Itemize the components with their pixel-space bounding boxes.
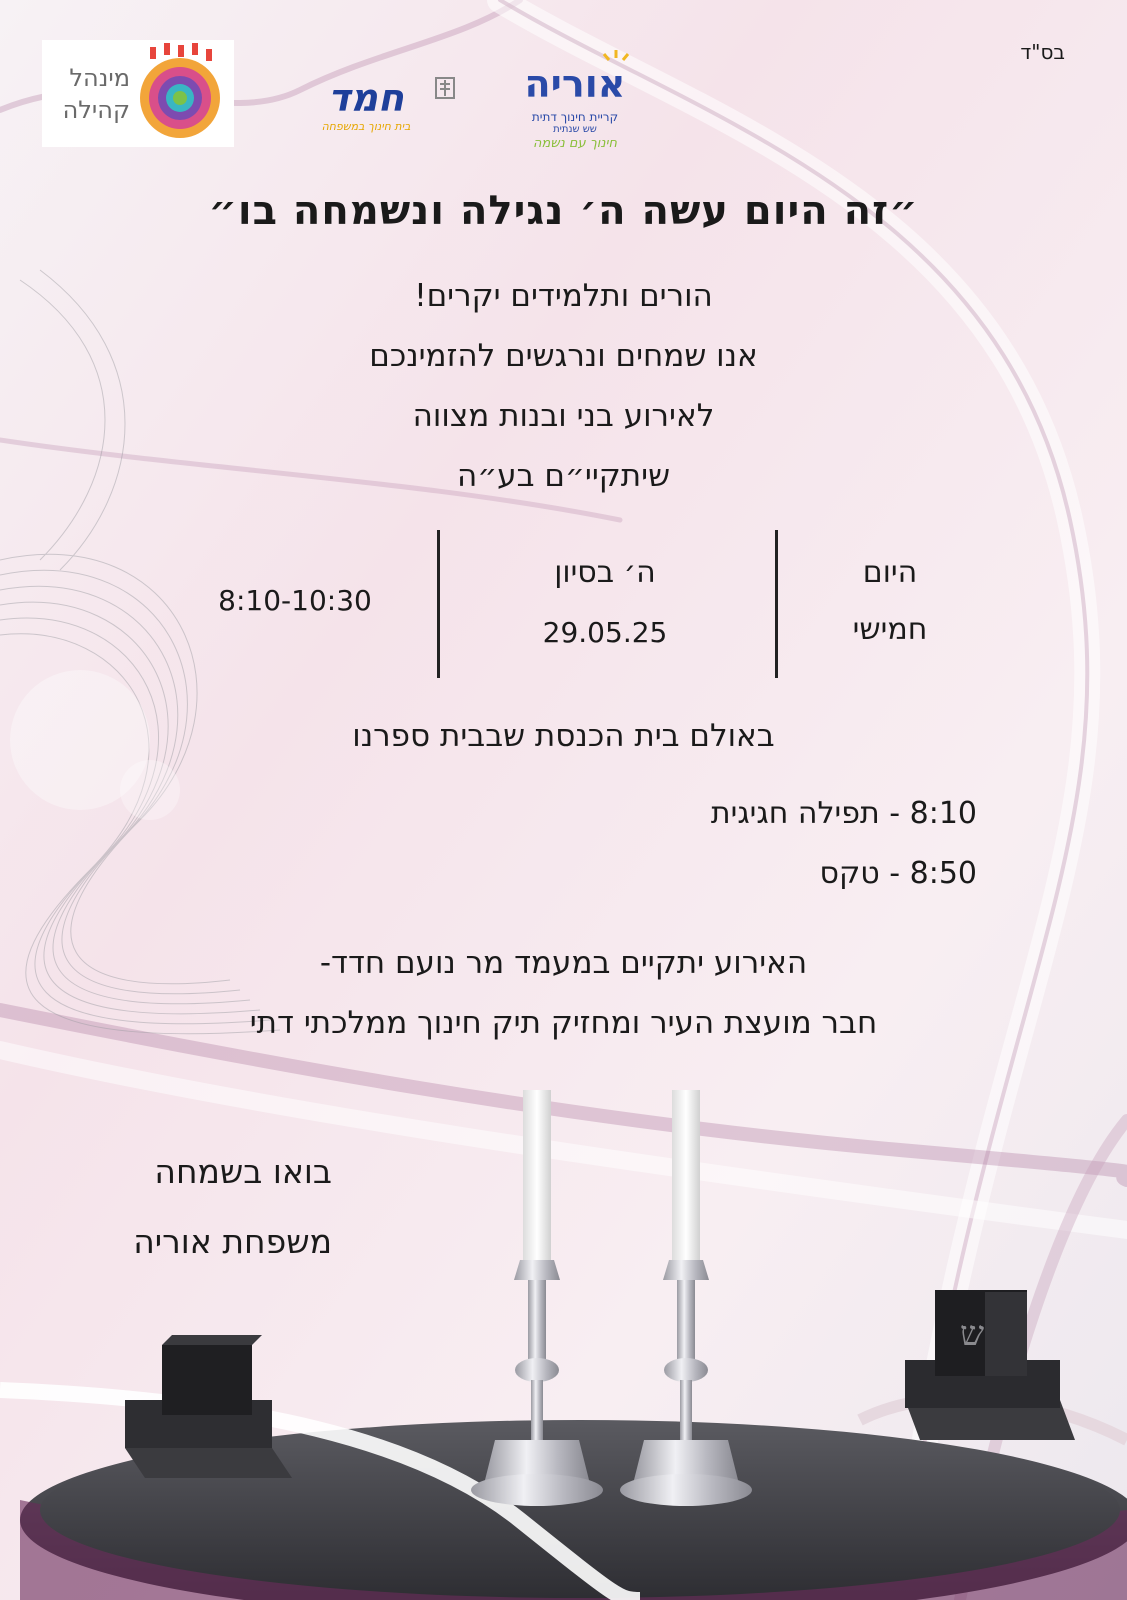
event-time-range: 8:10-10:30 xyxy=(218,584,372,617)
chemed-logo-tagline: בית חינוך במשפחה xyxy=(321,120,411,133)
schedule-separator: - xyxy=(889,856,901,891)
oriya-logo-sub1: קריית חינוך דתית xyxy=(531,110,619,124)
closing-greeting: בואו בשמחה xyxy=(154,1152,332,1191)
invitation-line-4: שיתקיי״ם בע״ה xyxy=(456,458,671,494)
event-location: באולם בית הכנסת שבבית ספרנו xyxy=(352,718,775,754)
invitation-line-3: לאירוע בני ובנות מצווה xyxy=(412,398,715,434)
details-divider-right xyxy=(775,530,778,678)
community-logo-line2: קהילה xyxy=(62,96,130,124)
community-logo xyxy=(42,40,234,147)
corner-bsd-text: בס"ד xyxy=(1020,40,1065,64)
spiral-icon xyxy=(130,43,230,143)
svg-text:ש: ש xyxy=(960,1314,985,1354)
schedule-time: 8:10 xyxy=(909,796,977,831)
schedule-activity: טקס xyxy=(819,856,880,891)
schedule-time: 8:50 xyxy=(909,856,977,891)
closing-signature: משפחת אוריה xyxy=(133,1222,332,1261)
chemed-logo xyxy=(276,76,456,146)
oriya-logo-slogan: חינוך עם נשמה xyxy=(533,136,617,151)
invitation-line-1: הורים ותלמידים יקרים! xyxy=(414,278,713,314)
chemed-logo-name: חמד xyxy=(328,76,404,120)
oriya-logo-sub2: שש שנתית xyxy=(553,124,597,135)
schedule-item-ceremony xyxy=(819,856,977,891)
gregorian-date: 29.05.25 xyxy=(542,616,668,649)
hebrew-date: ה׳ בסיון xyxy=(554,555,656,590)
schedule-separator: - xyxy=(889,796,901,831)
invitation-title: ״זה היום עשה ה׳ נגילה ונשמחה בו״ xyxy=(208,188,919,234)
day-label: היום xyxy=(862,555,918,590)
oriya-logo-name: אוריה xyxy=(524,62,626,106)
invitation-line-2: אנו שמחים ונרגשים להזמינכם xyxy=(369,338,758,374)
schedule-item-prayer xyxy=(711,796,977,831)
emblem-icon xyxy=(434,74,456,100)
details-divider-left xyxy=(437,530,440,678)
patron-line-2: חבר מועצת העיר ומחזיק תיק חינוך ממלכתי דתי xyxy=(249,1005,878,1041)
day-value: חמישי xyxy=(852,612,928,647)
oriya-logo xyxy=(500,48,660,158)
schedule-activity: תפילה חגיגית xyxy=(710,796,880,831)
community-logo-line1: מינהל xyxy=(69,64,130,92)
patron-line-1: האירוע יתקיים במעמד מר נועם חדד- xyxy=(319,945,808,981)
